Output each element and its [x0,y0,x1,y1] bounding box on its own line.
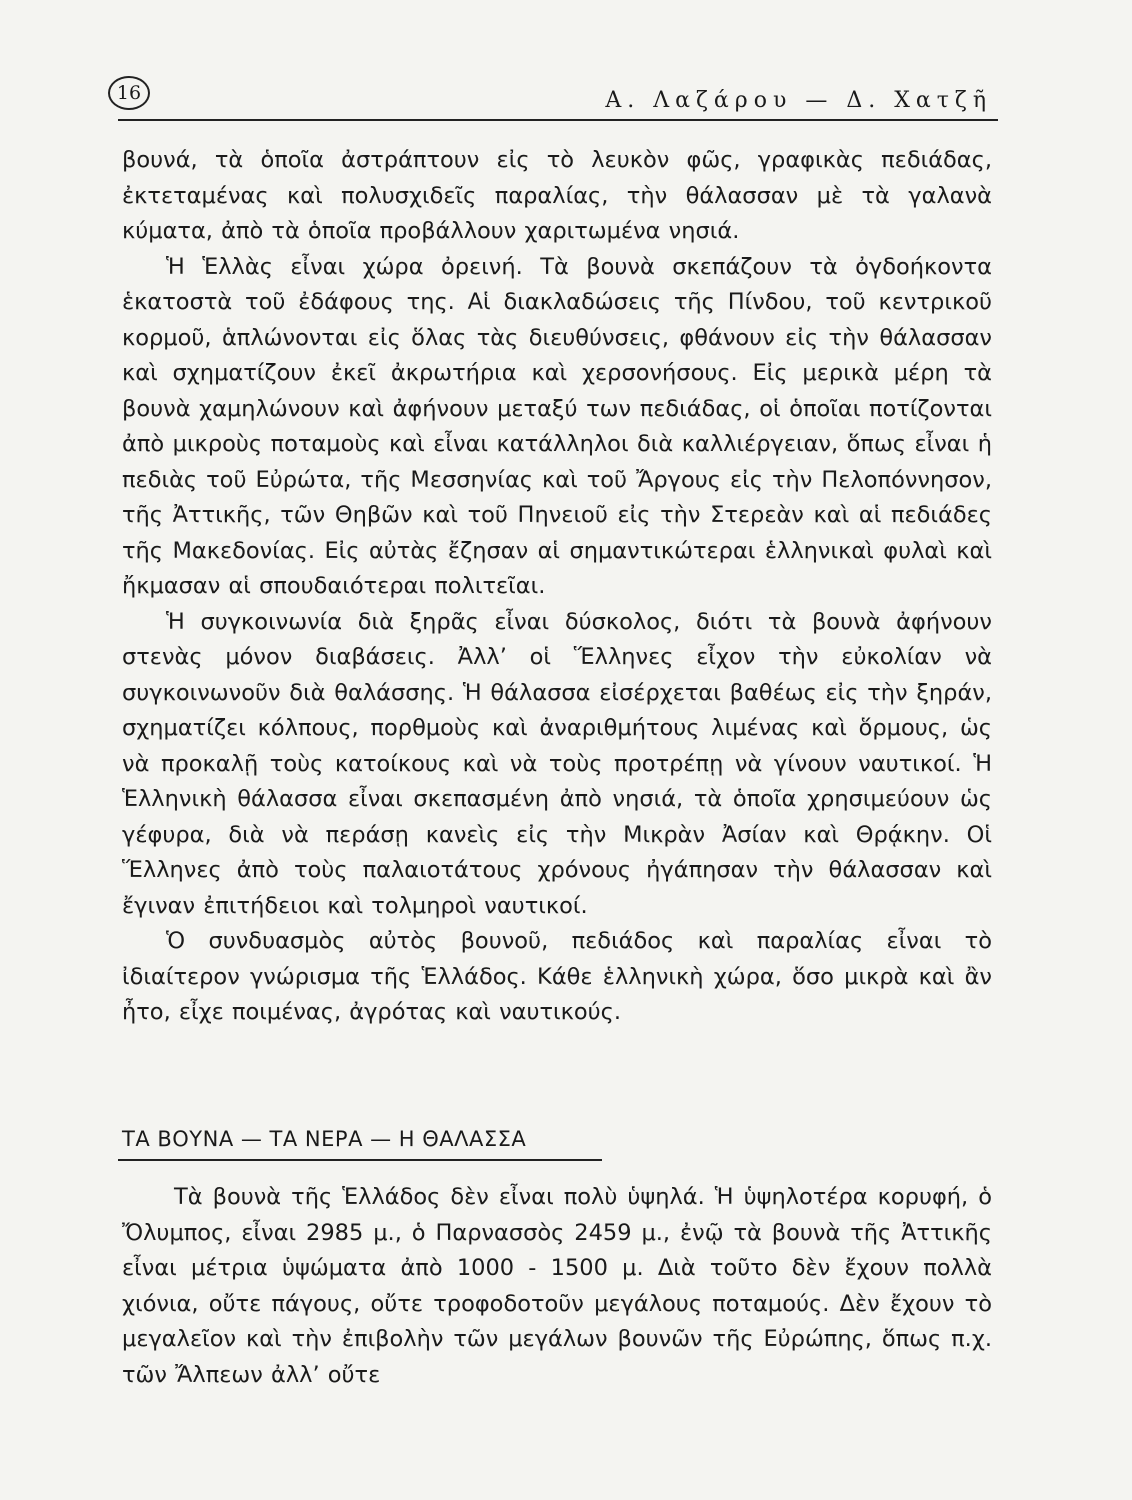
section-body [122,1180,992,1393]
paragraph-mountain-heights: Τὰ βουνὰ τῆς Ἑλλάδος δὲν εἶναι πολὺ ὑψηλά. Ἡ ὑψηλοτέρα κορυφή, ὁ Ὄλυμπος, εἶναι 2985 μ., ὁ Παρνασσὸς 2459 μ., ἐνῷ τὰ βουνὰ τῆς Ἀττικῆς εἶναι μέτρια ὑψώματα ἀπὸ 1000 - 1500 μ. Διὰ τοῦτο δὲν ἔχουν πολλὰ χιόνια, οὔτε πάγους, οὔτε τροφοδοτοῦν μεγάλους ποταμούς. Δὲν ἔχουν τὸ μεγαλεῖον καὶ τὴν ἐπιβολὴν τῶν μεγάλων βουνῶν τῆς Εὐρώπης, ὅπως π.χ. τῶν Ἄλπεων ἀλλ’ οὔτε [122,1184,992,1388]
page-number: 16 [108,76,150,110]
header-rule [118,119,998,121]
body-text [122,143,992,1031]
section-rule [118,1159,602,1161]
section-heading: ΤΑ ΒΟΥΝΑ — ΤΑ ΝΕΡΑ — Η ΘΑΛΑΣΣΑ [122,1127,527,1151]
paragraph-continuation: βουνά, τὰ ὁποῖα ἀστράπτουν εἰς τὸ λευκὸν φῶς, γραφικὰς πεδιάδας, ἐκτεταμένας καὶ πολυσχιδεῖς παραλίας, τὴν θάλασσαν μὲ τὰ γαλανὰ κύματα, ἀπὸ τὰ ὁποῖα προβάλλουν χαριτωμένα νησιά. [122,147,992,244]
running-head: Α. Λαζάρου — Δ. Χατζῆ [605,88,992,113]
paragraph-mountains: Ἡ Ἑλλὰς εἶναι χώρα ὀρεινή. Τὰ βουνὰ σκεπάζουν τὰ ὀγδοήκοντα ἑκατοστὰ τοῦ ἐδάφους της. Αἱ διακλαδώσεις τῆς Πίνδου, τοῦ κεντρικοῦ κορμοῦ, ἁπλώνονται εἰς ὅλας τὰς διευθύνσεις, φθάνουν εἰς τὴν θάλασσαν καὶ σχηματίζουν ἐκεῖ ἀκρωτήρια καὶ χερσονήσους. Εἰς μερικὰ μέρη τὰ βουνὰ χαμηλώνουν καὶ ἀφήνουν μεταξύ των πεδιάδας, οἱ ὁποῖαι ποτίζονται ἀπὸ μικροὺς ποταμοὺς καὶ εἶναι κατάλληλοι διὰ καλλιέργειαν, ὅπως εἶναι ἡ πεδιὰς τοῦ Εὐρώτα, τῆς Μεσσηνίας καὶ τοῦ Ἄργους εἰς τὴν Πελοπόννησον, τῆς Ἀττικῆς, τῶν Θηβῶν καὶ τοῦ Πηνειοῦ εἰς τὴν Στερεὰν καὶ αἱ πεδιάδες τῆς Μακεδονίας. Εἰς αὐτὰς ἔζησαν αἱ σημαντικώτεραι ἑλληνικαὶ φυλαὶ καὶ ἤκμασαν αἱ σπουδαιότεραι πολιτεῖαι. [122,253,992,599]
paragraph-communication: Ἡ συγκοινωνία διὰ ξηρᾶς εἶναι δύσκολος, διότι τὰ βουνὰ ἀφήνουν στενὰς μόνον διαβάσεις. Ἀλλ’ οἱ Ἕλληνες εἶχον τὴν εὐκολίαν νὰ συγκοινωνοῦν διὰ θαλάσσης. Ἡ θάλασσα εἰσέρχεται βαθέως εἰς τὴν ξηράν, σχηματίζει κόλπους, πορθμοὺς καὶ ἀναριθμήτους λιμένας καὶ ὅρμους, ὡς νὰ προκαλῇ τοὺς κατοίκους καὶ νὰ τοὺς προτρέπῃ νὰ γίνουν ναυτικοί. Ἡ Ἑλληνικὴ θάλασσα εἶναι σκεπασμένη ἀπὸ νησιά, τὰ ὁποῖα χρησιμεύουν ὡς γέφυρα, διὰ νὰ περάσῃ κανεὶς εἰς τὴν Μικρὰν Ἀσίαν καὶ Θρᾴκην. Οἱ Ἕλληνες ἀπὸ τοὺς παλαιοτάτους χρόνους ἠγάπησαν τὴν θάλασσαν καὶ ἔγιναν ἐπιτήδειοι καὶ τολμηροὶ ναυτικοί. [122,608,992,919]
paragraph-combination: Ὁ συνδυασμὸς αὐτὸς βουνοῦ, πεδιάδος καὶ παραλίας εἶναι τὸ ἰδιαίτερον γνώρισμα τῆς Ἑλλάδος. Κάθε ἑλληνικὴ χώρα, ὅσο μικρὰ καὶ ἂν ἦτο, εἶχε ποιμένας, ἀγρότας καὶ ναυτικούς. [122,928,992,1025]
